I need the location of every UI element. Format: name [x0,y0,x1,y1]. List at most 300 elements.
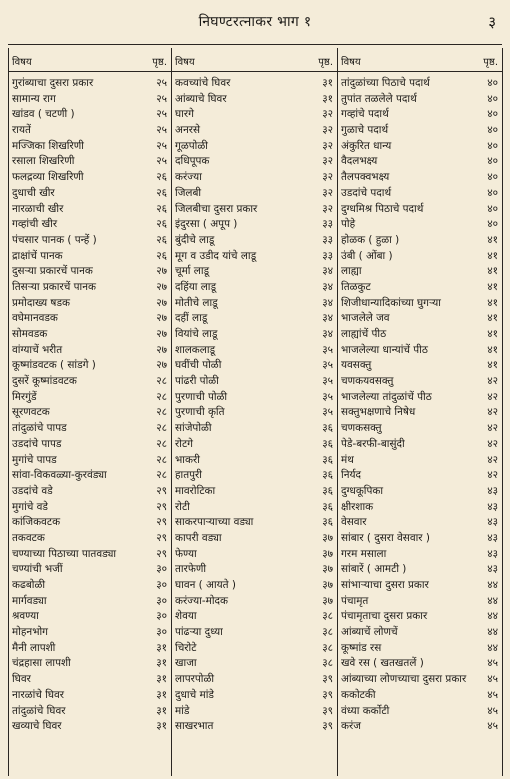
entry-subject: सांभाऱ्याचा दुसरा प्रकार [341,579,429,591]
entry-page-number: ४१ [487,328,498,340]
index-entry [337,76,502,92]
entry-page-number: २९ [156,516,167,529]
entry-page-number: ४१ [487,249,498,262]
entry-subject: प्रमोदाख्य षडक [12,296,70,309]
entry-subject: पांढरी पोळी [175,375,219,388]
entry-page-number: ४० [487,171,498,184]
entry-subject: जिलबी [175,186,202,199]
index-entry [171,280,337,296]
entry-page-number: ३७ [322,547,333,560]
entry-page-number: ४१ [487,343,498,356]
index-entry [8,202,171,218]
index-entry [337,405,502,421]
entry-page-number: ४४ [487,626,498,639]
index-entry [337,688,502,704]
entry-subject: कापरी वड्या [175,531,222,544]
entry-page-number: ३१ [156,673,167,686]
entry-subject: करंज [341,720,361,733]
index-entry [337,656,502,672]
column-header-rule [337,71,502,72]
entry-subject: यवसक्तु [341,359,372,372]
page-number: ३ [488,13,496,31]
index-entry [337,107,502,123]
page-header-label: पृष्ठ. [318,57,333,68]
entry-subject: दुग्धकूपिका [341,484,384,497]
index-entry [171,202,337,218]
entry-page-number: ३७ [322,594,333,607]
entry-subject: नारळाची खीर [12,202,64,215]
index-entry [8,186,171,202]
entry-subject: साखरभात [175,720,214,733]
index-entry [171,123,337,139]
entry-page-number: २६ [156,218,167,231]
entry-page-number: २७ [156,343,167,356]
index-entry [8,453,171,469]
entry-subject: मांडे [175,704,190,717]
index-entry [8,311,171,327]
index-entry [8,672,171,688]
entry-list [171,76,337,776]
entry-subject: शिजीधान्यादिकांच्या घुगऱ्या [341,296,441,309]
entry-page-number: ३८ [322,641,333,654]
index-entry [171,107,337,123]
entry-subject: गूळपोळी [175,139,208,152]
entry-page-number: ३८ [322,610,333,623]
entry-subject: गरम मसाला [341,547,387,560]
entry-subject: ककोटकी [341,688,376,701]
entry-page-number: ३४ [322,296,333,309]
entry-page-number: ४३ [487,500,498,513]
entry-page-number: ३९ [322,704,333,717]
entry-subject: क्षीरशाक [341,500,374,513]
entry-page-number: ३६ [322,516,333,529]
entry-page-number: ३४ [322,280,333,293]
entry-page-number: ४२ [487,406,498,419]
index-entry [171,249,337,265]
index-entry [337,139,502,155]
index-entry [337,327,502,343]
entry-page-number: २५ [156,124,167,137]
entry-subject: हातपुरी [175,469,202,482]
entry-subject: मोतीचे लाडू [175,296,218,309]
entry-page-number: २६ [156,202,167,215]
entry-subject: मिरगुंडें [12,390,37,403]
index-entry [171,641,337,657]
entry-page-number: ३६ [322,422,333,435]
entry-subject: करंज्या-मोदक [175,594,229,607]
index-entry [171,327,337,343]
entry-subject: कूष्मांडवटक ( सांडगे ) [12,359,96,372]
index-entry [337,311,502,327]
index-entry [8,233,171,249]
index-entry [337,531,502,547]
entry-page-number: ३४ [322,265,333,278]
index-entry [8,76,171,92]
index-entry [8,280,171,296]
entry-subject: शेवया [175,610,197,623]
entry-page-number: ३९ [322,688,333,701]
index-entry [171,92,337,108]
entry-subject: सोमवडक [12,328,48,340]
entry-page-number: ४० [487,124,498,137]
entry-page-number: ४१ [487,233,498,246]
entry-page-number: ३० [156,626,167,639]
index-entry [337,562,502,578]
entry-page-number: ३२ [322,202,333,215]
index-entry [337,500,502,516]
entry-subject: चंद्रहासा लापशी [12,657,71,670]
entry-page-number: ३८ [322,626,333,639]
index-entry [337,154,502,170]
entry-page-number: ३१ [156,641,167,654]
entry-page-number: ३० [156,579,167,591]
entry-page-number: ४३ [487,484,498,497]
entry-subject: इंदुरसा ( अपूप ) [175,218,238,231]
entry-subject: उडदांचे पदार्थ [341,186,392,199]
index-entry [171,531,337,547]
index-entry [8,547,171,563]
entry-subject: वियांचे लाडू [175,328,218,340]
index-entry [171,296,337,312]
index-entry [171,562,337,578]
entry-subject: घिवर [12,673,31,686]
entry-list [8,76,171,776]
index-entry [337,358,502,374]
entry-subject: साकरपाऱ्याच्या वड्या [175,516,254,529]
entry-subject: आंब्याच्या लोणच्याचा दुसरा प्रकार [341,673,467,686]
column-header-rule [171,71,337,72]
entry-page-number: ४१ [487,312,498,325]
entry-subject: तकवटक [12,531,45,544]
entry-page-number: ४१ [487,265,498,278]
index-entry [8,405,171,421]
index-entry [171,484,337,500]
entry-page-number: ४२ [487,375,498,388]
entry-subject: दुग्धमिश्र पिठाचे पदार्थ [341,202,424,215]
index-entry [171,170,337,186]
entry-subject: भाजलेल्या तांदुळांचें पीठ [341,390,432,403]
index-entry [337,515,502,531]
entry-page-number: ४२ [487,469,498,482]
entry-subject: मावरोटिका [175,484,216,497]
index-entry [8,358,171,374]
entry-page-number: ४४ [487,610,498,623]
entry-page-number: २७ [156,265,167,278]
index-entry [171,311,337,327]
entry-page-number: ३४ [322,312,333,325]
index-entry [171,656,337,672]
entry-page-number: ३३ [322,218,333,231]
entry-subject: खाजा [175,657,197,670]
entry-page-number: ४० [487,218,498,231]
entry-page-number: ४२ [487,390,498,403]
entry-page-number: ३५ [322,359,333,372]
entry-subject: रोटी [175,500,190,513]
index-column-1 [8,48,171,776]
entry-subject: चण्याच्या पिठाच्या पातवड्या [12,547,117,560]
entry-subject: सामान्य राग [12,92,56,105]
entry-subject: दुधाची खीर [12,186,55,199]
entry-page-number: २८ [156,437,167,450]
entry-page-number: ४० [487,77,498,89]
entry-subject: चणकयवसक्तु [341,375,394,388]
entry-page-number: ३३ [322,249,333,262]
entry-subject: अनरसे [175,124,200,137]
index-table [8,48,502,776]
index-entry [337,421,502,437]
entry-page-number: ३५ [322,390,333,403]
entry-subject: आंब्याचें लोणचें [341,626,398,639]
entry-subject: वेसवार [341,516,367,529]
entry-page-number: २८ [156,375,167,388]
index-entry [337,343,502,359]
index-entry [8,500,171,516]
entry-subject: मज्जिका शिखरिणी [12,139,84,152]
index-entry [337,249,502,265]
subject-header: विषय [175,57,195,68]
entry-subject: तांदुळांच्या पिठाचे पदार्थ [341,77,430,89]
entry-page-number: ३१ [322,77,333,89]
entry-page-number: ३८ [322,657,333,670]
entry-page-number: २७ [156,328,167,340]
index-entry [171,264,337,280]
entry-subject: सक्तुभक्षणाचे निषेध [341,406,416,419]
index-entry [8,92,171,108]
entry-subject: दहिंया लाडू [175,280,217,293]
entry-page-number: ४४ [487,641,498,654]
entry-page-number: २६ [156,171,167,184]
column-header [337,54,502,68]
index-entry [337,202,502,218]
entry-page-number: ४२ [487,437,498,450]
entry-subject: तांदुळांचे घिवर [12,704,66,717]
index-entry [337,296,502,312]
index-entry [171,625,337,641]
entry-page-number: ३६ [322,453,333,466]
entry-subject: जिलबीचा दुसरा प्रकार [175,202,258,215]
index-entry [337,609,502,625]
index-column-2 [171,48,337,776]
page-header-label: पृष्ठ. [152,57,167,68]
entry-page-number: २८ [156,406,167,419]
index-entry [171,578,337,594]
index-entry [337,186,502,202]
entry-page-number: २९ [156,547,167,560]
entry-page-number: ३९ [322,673,333,686]
index-entry [171,358,337,374]
entry-subject: फलद्रव्या शिखरिणी [12,171,84,184]
entry-page-number: ४५ [487,673,498,686]
entry-page-number: २८ [156,390,167,403]
entry-page-number: ३३ [322,233,333,246]
entry-subject: तिळकुट [341,280,371,293]
index-entry [337,719,502,735]
index-entry [337,672,502,688]
index-entry [8,390,171,406]
column-divider [502,48,503,776]
index-entry [171,76,337,92]
entry-page-number: ३५ [322,343,333,356]
entry-subject: बुंदीचे लाडू [175,233,215,246]
entry-subject: पुरणाची कृति [175,406,225,419]
entry-subject: सांबारें ( आमटी ) [341,563,407,576]
column-header [171,54,337,68]
index-entry [8,515,171,531]
index-entry [8,264,171,280]
running-title: निघण्टरत्नाकर भाग १ [198,14,312,30]
entry-page-number: ४० [487,92,498,105]
index-entry [8,437,171,453]
entry-subject: होळक ( हुळा ) [341,233,400,246]
entry-subject: भाजलेले जव [341,312,390,325]
index-entry [337,594,502,610]
entry-page-number: ३२ [322,186,333,199]
entry-subject: फेण्या [175,547,197,560]
entry-page-number: २९ [156,484,167,497]
entry-subject: मुगांचे वडे [12,500,48,513]
index-entry [171,719,337,735]
entry-subject: शालकलाडू [175,343,216,356]
index-entry [337,264,502,280]
entry-page-number: ३६ [322,437,333,450]
entry-subject: दुसऱ्या प्रकारचें पानक [12,265,93,278]
entry-subject: गुळाचे पदार्थ [341,124,389,137]
entry-subject: तांदुळांचे पापड [12,422,67,435]
entry-subject: कवच्यांचे घिवर [175,77,231,89]
index-entry [171,186,337,202]
entry-subject: गव्हांची खीर [12,218,58,231]
column-header-rule [8,71,171,72]
index-entry [337,437,502,453]
entry-subject: कढबोळी [12,579,46,591]
index-entry [8,343,171,359]
entry-subject: गव्हांचे पदार्थ [341,108,389,121]
index-entry [8,578,171,594]
entry-subject: चिरोटे [175,641,197,654]
entry-subject: तुपांत तळलेले पदार्थ [341,92,417,105]
entry-subject: तारफेणी [175,563,207,576]
entry-subject: सूरणवटक [12,406,50,419]
index-entry [171,468,337,484]
entry-subject: लाह्यांचें पीठ [341,328,387,340]
entry-subject: खांडव ( चटणी ) [12,108,75,121]
entry-subject: उंबी ( ओंबा ) [341,249,393,262]
entry-page-number: ३० [156,610,167,623]
entry-page-number: २५ [156,92,167,105]
entry-page-number: २७ [156,280,167,293]
entry-subject: सांजेपोळी [175,422,212,435]
index-entry [8,562,171,578]
entry-page-number: २८ [156,469,167,482]
entry-subject: दुधाचे मांडे [175,688,214,701]
entry-page-number: ३० [156,594,167,607]
entry-page-number: २७ [156,359,167,372]
entry-subject: उडदांचे पापड [12,437,62,450]
entry-page-number: ३१ [156,657,167,670]
entry-subject: पुरणाची पोळी [175,390,228,403]
entry-subject: वैदलभक्ष्य [341,155,378,168]
entry-subject: लापरपोळी [175,673,215,686]
index-entry [171,594,337,610]
entry-subject: पंचामृताचा दुसरा प्रकार [341,610,428,623]
index-entry [8,374,171,390]
entry-page-number: ४५ [487,704,498,717]
entry-subject: रायतें [12,124,31,137]
entry-subject: गुरांब्याचा दुसरा प्रकार [12,77,94,89]
index-entry [337,625,502,641]
entry-subject: मंथ [341,453,354,466]
index-entry [171,609,337,625]
entry-subject: खवे रस ( खतखतलें ) [341,657,424,670]
entry-page-number: ४१ [487,296,498,309]
index-entry [8,688,171,704]
index-entry [171,390,337,406]
entry-subject: मूग व उडीद यांचे लाडू [175,249,257,262]
index-entry [337,217,502,233]
index-entry [8,249,171,265]
entry-page-number: ४३ [487,531,498,544]
entry-subject: तिसऱ्या प्रकारचें पानक [12,280,96,293]
index-entry [171,515,337,531]
index-entry [337,453,502,469]
entry-page-number: ४४ [487,594,498,607]
entry-page-number: २८ [156,422,167,435]
index-entry [337,578,502,594]
index-entry [8,484,171,500]
index-entry [8,217,171,233]
entry-subject: भाकरी [175,453,200,466]
entry-page-number: २५ [156,155,167,168]
entry-page-number: ४५ [487,720,498,733]
entry-subject: पोहे [341,218,356,231]
entry-subject: चण्यांची भजीं [12,563,63,576]
entry-subject: पंचसार पानक ( पन्हें ) [12,233,97,246]
index-entry [337,233,502,249]
index-entry [171,154,337,170]
entry-subject: चणकसक्तु [341,422,382,435]
entry-subject: खव्याचे घिवर [12,720,62,733]
entry-page-number: ३७ [322,579,333,591]
entry-page-number: ३२ [322,108,333,121]
entry-page-number: ४० [487,202,498,215]
entry-page-number: २५ [156,77,167,89]
entry-page-number: २५ [156,139,167,152]
index-entry [171,437,337,453]
entry-subject: द्राक्षांचें पानक [12,249,63,262]
entry-page-number: २५ [156,108,167,121]
index-entry [171,453,337,469]
index-entry [171,421,337,437]
index-entry [8,641,171,657]
entry-page-number: ४० [487,108,498,121]
entry-page-number: ४२ [487,453,498,466]
entry-subject: भाजलेल्या धान्यांचें पीठ [341,343,428,356]
entry-subject: दहीं लाडू [175,312,208,325]
entry-page-number: ४५ [487,657,498,670]
index-entry [337,468,502,484]
entry-subject: वांग्याचें भरीत [12,343,63,356]
entry-page-number: ३७ [322,563,333,576]
index-entry [171,233,337,249]
entry-subject: मार्गवड्या [12,594,47,607]
index-entry [171,672,337,688]
entry-page-number: ३६ [322,484,333,497]
entry-page-number: ३१ [156,720,167,733]
entry-subject: कूष्मांड रस [341,641,382,654]
entry-page-number: ४० [487,186,498,199]
entry-subject: सांबार ( दुसरा वेसवार ) [341,531,430,544]
index-entry [171,405,337,421]
